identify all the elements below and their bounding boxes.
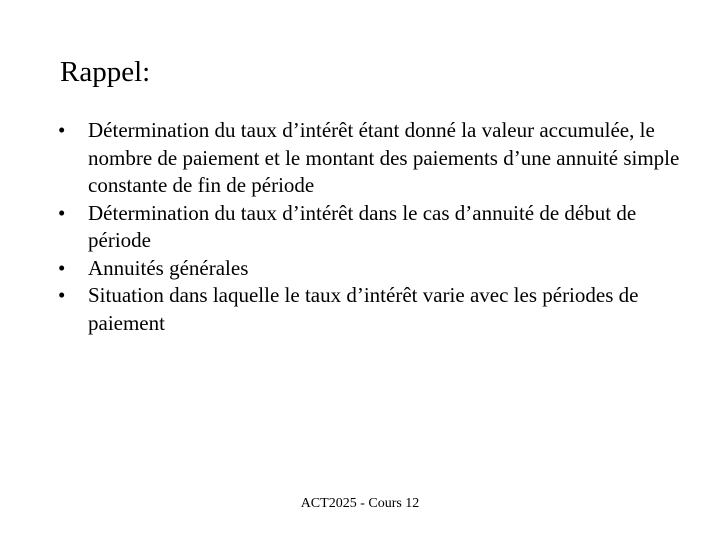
slide-title: Rappel: bbox=[60, 56, 151, 88]
bullet-item-4 bbox=[58, 282, 698, 337]
bullet-item-3 bbox=[58, 255, 698, 283]
bullet-text-2: Détermination du taux d’intérêt dans le cas d’annuité de début de période bbox=[88, 200, 637, 252]
bullet-list bbox=[58, 117, 698, 337]
bullet-icon: • bbox=[58, 283, 66, 307]
bullet-text-1: Détermination du taux d’intérêt étant donné la valeur accumulée, le nombre de paiement et le montant des paiements d’une annuité simple constante de fin de période bbox=[88, 118, 680, 197]
bullet-icon: • bbox=[58, 200, 66, 225]
slide-footer: ACT2025 - Cours 12 bbox=[300, 496, 420, 511]
bullet-text-3: Annuités générales bbox=[88, 255, 249, 280]
bullet-item-1 bbox=[58, 117, 698, 200]
bullet-item-2 bbox=[58, 200, 698, 255]
bullet-text-4: Situation dans laquelle le taux d’intérêt varie avec les périodes de paiement bbox=[88, 283, 639, 335]
bullet-icon: • bbox=[58, 255, 66, 280]
bullet-icon: • bbox=[58, 118, 66, 142]
